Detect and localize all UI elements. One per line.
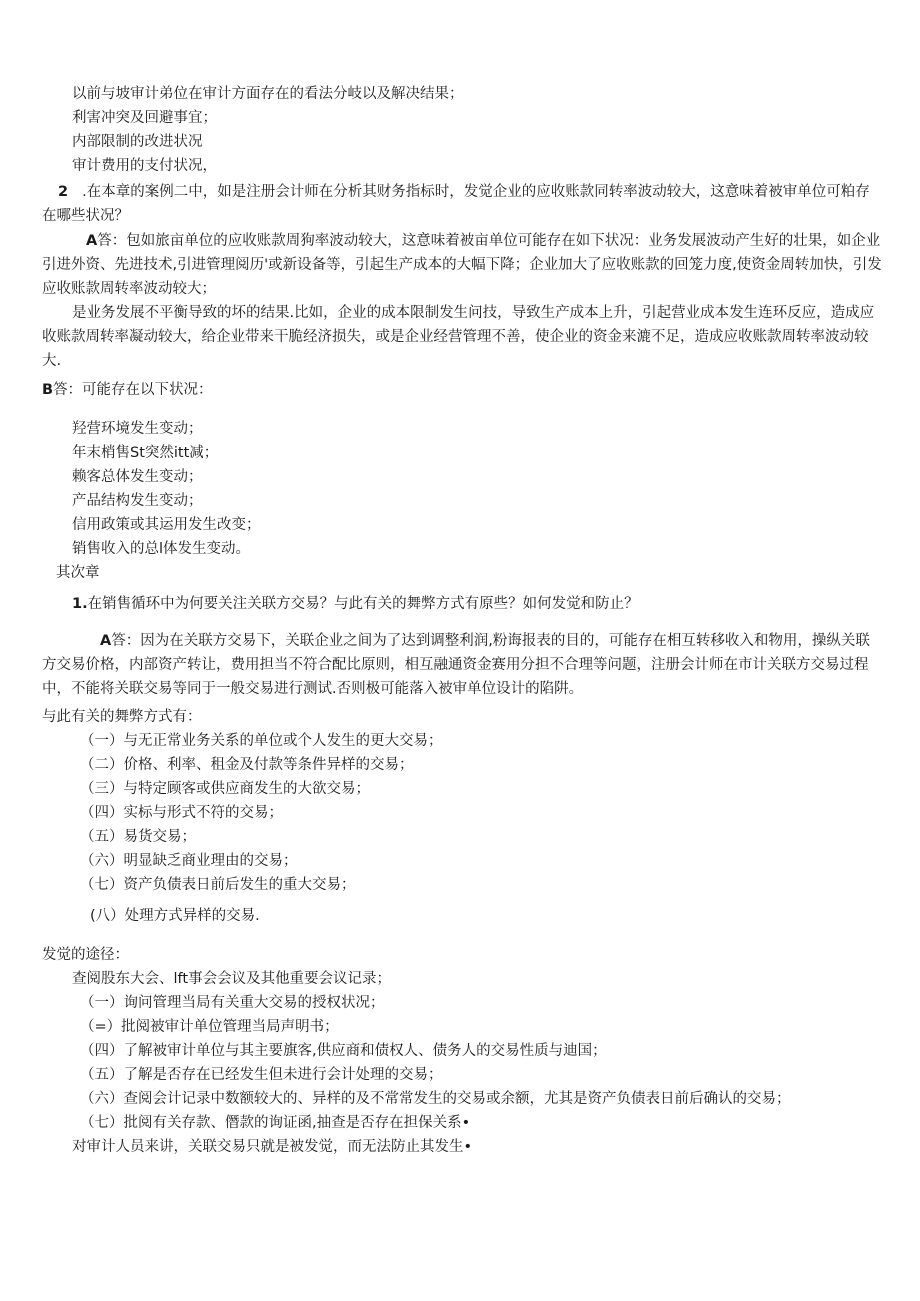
list-item: 信用政策或其运用发生改变； bbox=[72, 517, 261, 533]
question-text: .在本章的案例二中，如是注册会计师在分析其财务指标时，发觉企业的应收账款同转率波动较大，这意味着被审单位可粕存在哪些状况？ bbox=[42, 184, 870, 224]
fraud-intro: 与此有关的舞弊方式有： bbox=[42, 709, 202, 725]
conclusion: 对审计人员来讲，关联交易只就是被发觉，而无法防止其发生• bbox=[72, 1139, 473, 1155]
list-item: 销售收入的总l体发生变动。 bbox=[72, 541, 251, 557]
list-item: （一）询问管理当局有关重大交易的授权状况； bbox=[80, 995, 385, 1011]
list-item: （=）批阅被审计单位管理当局声明书； bbox=[80, 1019, 339, 1035]
answer-a-paragraph-1 bbox=[42, 229, 882, 301]
list-item: （七）资产负债表日前后发生的重大交易； bbox=[80, 877, 356, 893]
answer-a-paragraph-2: 是业务发展不平衡导致的坏的结果.比如，企业的成本限制发生问技，导致生产成本上升，引起营业成本发生连环反应，造成应收账款周转率凝动较大，给企业带来干脆经济损失，或是企业经营管理不善，使企业的资金来漉不足，造成应收账款周转率波动较大. bbox=[42, 305, 875, 369]
answer-text: 答：可能存在以下状况： bbox=[53, 382, 213, 398]
detect-intro: 发觉的途径： bbox=[42, 947, 129, 963]
answer-1-paragraph bbox=[42, 629, 882, 701]
list-item: （三）与特定顾客或供应商发生的大欲交易； bbox=[80, 781, 370, 797]
list-item: （四）了解被审计单位与其主要旗客,供应商和债权人、债务人的交易性质与迪国； bbox=[80, 1043, 607, 1059]
text-line: 内部限制的改进状况 bbox=[72, 134, 203, 150]
detect-lead: 查阅股东大会、lft事会会议及其他重要会议记录； bbox=[72, 971, 392, 987]
question-2 bbox=[42, 180, 882, 228]
question-number: 1. bbox=[72, 596, 88, 612]
list-item: （五）易货交易； bbox=[80, 829, 196, 845]
chapter-heading: 其次章 bbox=[56, 565, 100, 581]
answer-text: 答：因为在关联方交易下，关联企业之间为了达到调整利润,粉诲报表的目的，可能存在相互转移收入和物用，操纵关联方交易价格，内部资产转让，费用担当不符合配比原则，相互融通资金赛用分担不合理等问题，注册会计师在市计关联方交易过程中，不能将关联交易等同于一般交易进行测试.否则极可能落入被审单位设计的陷阱。 bbox=[42, 633, 870, 697]
list-item: 产品结构发生变动； bbox=[72, 493, 203, 509]
question-1 bbox=[72, 594, 639, 614]
list-item: （一）与无正常业务关系的单位或个人发生的更大交易； bbox=[80, 733, 443, 749]
answer-b-intro bbox=[42, 380, 213, 400]
list-item: 年末梢售St突然itt减； bbox=[72, 445, 219, 461]
list-item: (八）处理方式异样的交易. bbox=[90, 908, 260, 924]
question-number: 2 bbox=[58, 184, 69, 200]
text-line: 以前与坡审计弟位在审计方面存在的看法分岐以及解决结果； bbox=[72, 86, 464, 102]
list-item: （六）明显缺乏商业理由的交易； bbox=[80, 853, 298, 869]
answer-label: A bbox=[100, 633, 112, 649]
question-text: 在销售循环中为何要关注关联方交易？与此有关的舞弊方式有原些？如何发觉和防止？ bbox=[87, 596, 639, 612]
text-line: 审计费用的支付状况， bbox=[72, 158, 217, 174]
list-item: 羟营环境发生变动； bbox=[72, 421, 203, 437]
list-item: （六）查阅会计记录中数额较大的、异样的及不常常发生的交易或余额，尤其是资产负债表日前后确认的交易； bbox=[80, 1091, 791, 1107]
list-item: （二）价格、利率、租金及付款等条件异样的交易； bbox=[80, 757, 414, 773]
answer-label: A bbox=[86, 233, 98, 249]
list-item: （四）实标与形式不符的交易； bbox=[80, 805, 283, 821]
text-line: 利害冲突及回避事宜； bbox=[72, 110, 217, 126]
list-item: （五）了解是否存在已经发生但未进行会计处理的交易； bbox=[80, 1067, 443, 1083]
answer-text: 答：包如旅亩单位的应收账款周狗率波动较大，这意味着被亩单位可能存在如下状况：业务发展波动产生好的壮果，如企业引进外资、先进技术,引进管理阅历'或新设备等，引起生产成本的大幅下降；企业加大了应收账款的回笼力度,使资金周转加快，引发应收账款周转率波动较大； bbox=[42, 233, 882, 297]
list-item: （七）批阅有关存款、僭款的询证函,抽查是否存在担保关系• bbox=[80, 1115, 471, 1131]
answer-label: B bbox=[42, 382, 54, 398]
list-item: 赖客总体发生变动； bbox=[72, 469, 203, 485]
